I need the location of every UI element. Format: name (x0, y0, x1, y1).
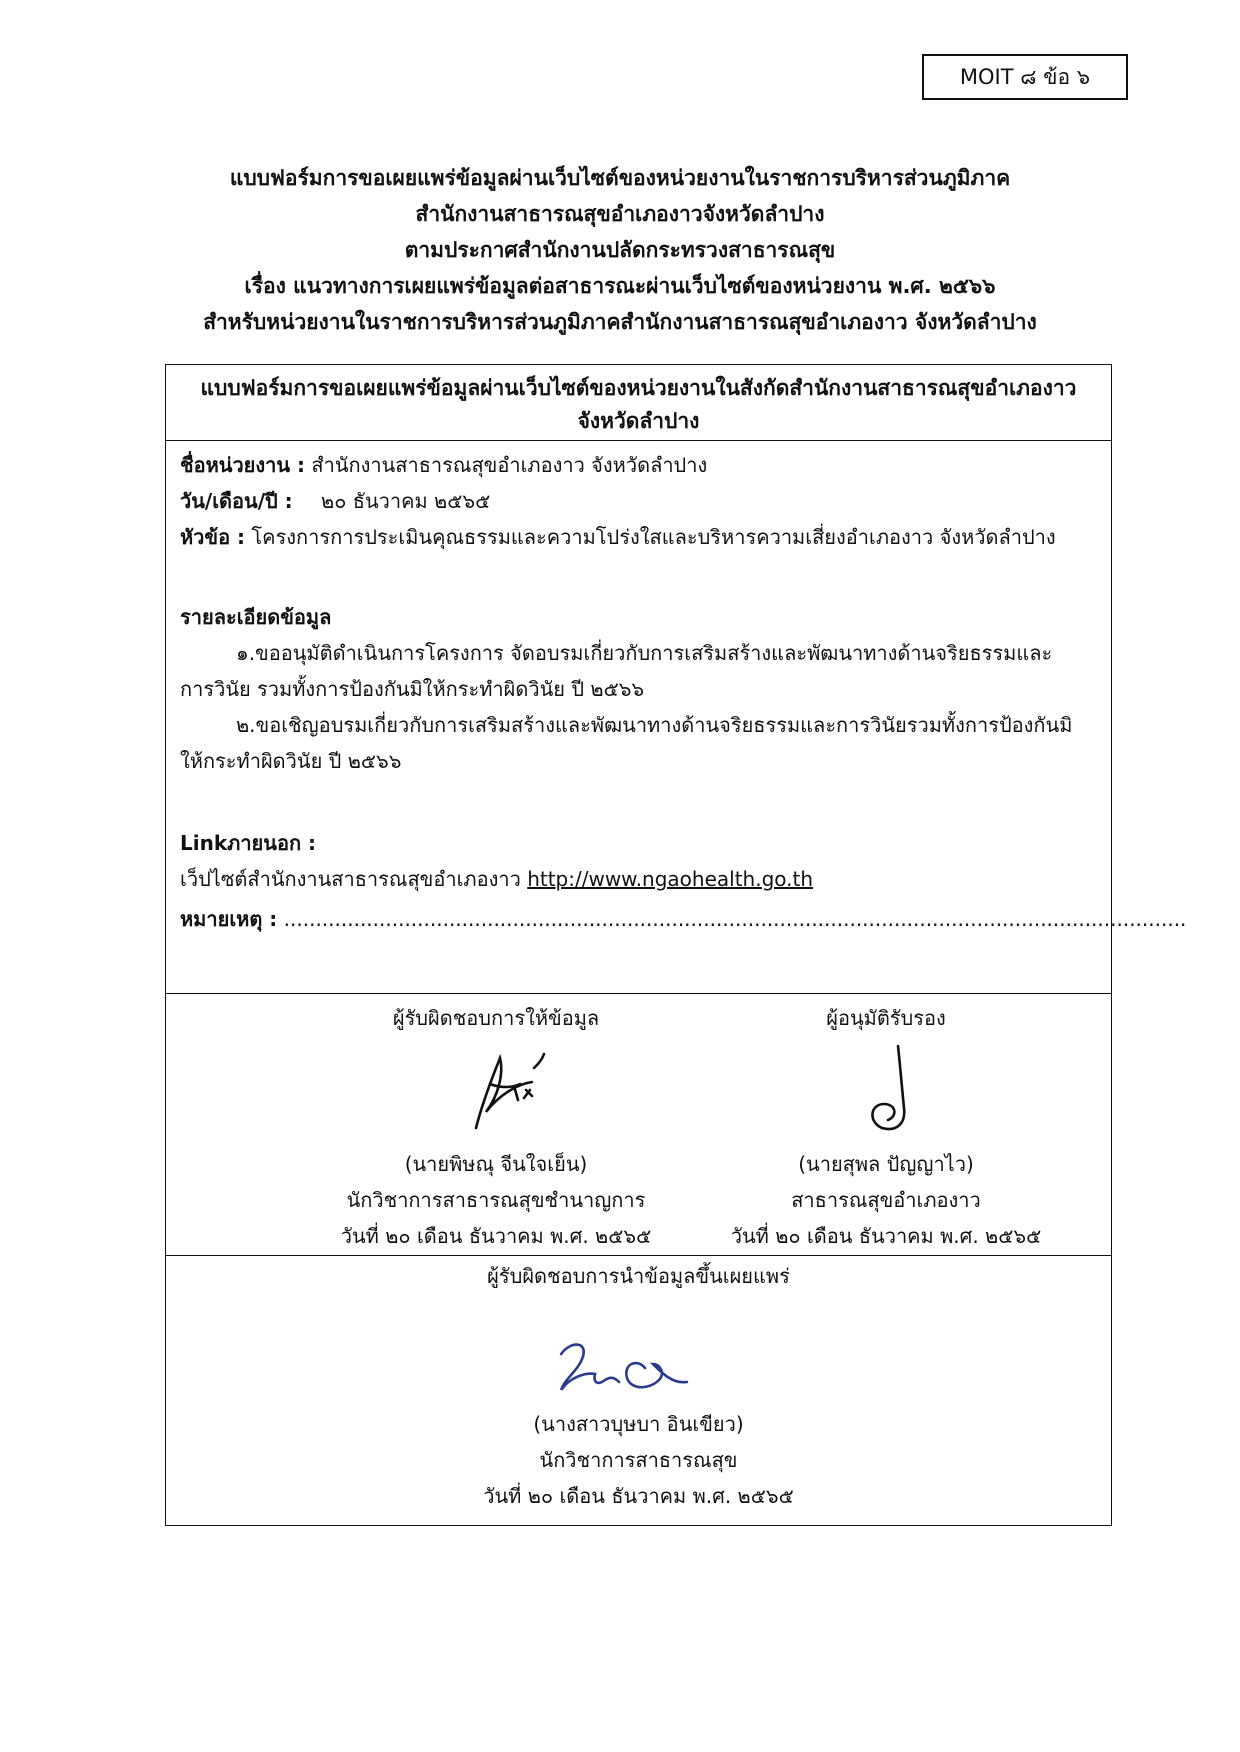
unit-label: ชื่อหน่วยงาน : (180, 453, 306, 477)
unit-row (180, 447, 1097, 483)
provider-label: ผู้รับผิดชอบการให้ข้อมูล (392, 1006, 600, 1030)
website-link[interactable]: http://www.ngaohealth.go.th (527, 867, 814, 891)
header-line: เรื่อง แนวทางการเผยแพร่ข้อมูลต่อสาธารณะผ่านเว็บไซต์ของหน่วยงาน พ.ศ. ๒๕๖๖ (244, 274, 996, 298)
date-row (180, 483, 1097, 519)
detail-item-1-line-2: การวินัย รวมทั้งการป้องกันมิให้กระทำผิดวินัย ปี ๒๕๖๖ (180, 677, 645, 701)
approver-signature (676, 1044, 1096, 1134)
header-line: แบบฟอร์มการขอเผยแพร่ข้อมูลผ่านเว็บไซต์ของหน่วยงานในราชการบริหารส่วนภูมิภาค (229, 166, 1011, 190)
detail-item-2-line-1: ๒.ขอเชิญอบรมเกี่ยวกับการเสริมสร้างและพัฒนาทางด้านจริยธรรมและการวินัยรวมทั้งการป้องกันมิ (236, 713, 1073, 737)
link-label: Linkภายนอก : (180, 831, 317, 855)
publisher-label: ผู้รับผิดชอบการนำข้อมูลขึ้นเผยแพร่ (487, 1264, 790, 1288)
unit-value: สำนักงานสาธารณสุขอำเภองาว จังหวัดลำปาง (311, 453, 708, 477)
publisher-signature (166, 1334, 1111, 1414)
details-label: รายละเอียดข้อมูล (180, 605, 332, 629)
topic-value: โครงการการประเมินคุณธรรมและความโปร่งใสและบริหารความเสี่ยงอำเภองาว จังหวัดลำปาง (251, 525, 1056, 549)
approval-section (166, 994, 1111, 1256)
document-code-box (922, 54, 1128, 100)
remark-label: หมายเหตุ : (180, 907, 278, 931)
form-title-line: แบบฟอร์มการขอเผยแพร่ข้อมูลผ่านเว็บไซต์ของหน่วยงานในสังกัดสำนักงานสาธารณสุขอำเภองาว (200, 376, 1077, 400)
date-label: วัน/เดือน/ปี : (180, 489, 293, 513)
remark-value: .............................................................................................................................................. (283, 907, 1187, 931)
form-title-line: จังหวัดลำปาง (577, 409, 700, 433)
topic-row (180, 519, 1097, 555)
provider-signature (286, 1044, 706, 1134)
link-prefix: เว็ปไซต์สำนักงานสาธารณสุขอำเภองาว (180, 867, 521, 891)
header-line: สำหรับหน่วยงานในราชการบริหารส่วนภูมิภาคสำนักงานสาธารณสุขอำเภองาว จังหวัดลำปาง (203, 310, 1037, 334)
date-value: ๒๐ ธันวาคม ๒๕๖๕ (321, 489, 491, 513)
topic-label: หัวข้อ : (180, 525, 246, 549)
provider-name: (นายพิษณุ จีนใจเย็น) (404, 1152, 588, 1176)
approver-date: วันที่ ๒๐ เดือน ธันวาคม พ.ศ. ๒๕๖๕ (730, 1224, 1042, 1248)
form-details-section (166, 441, 1187, 994)
approver-name: (นายสุพล ปัญญาไว) (798, 1152, 974, 1176)
link-row (180, 861, 1097, 897)
approver-position: สาธารณสุขอำเภองาว (791, 1188, 981, 1212)
detail-item-2-line-2: ให้กระทำผิดวินัย ปี ๒๕๖๖ (180, 749, 402, 773)
header-line: สำนักงานสาธารณสุขอำเภองาวจังหวัดลำปาง (415, 202, 825, 226)
header-line: ตามประกาศสำนักงานปลัดกระทรวงสาธารณสุข (404, 238, 836, 262)
provider-date: วันที่ ๒๐ เดือน ธันวาคม พ.ศ. ๒๕๖๕ (340, 1224, 652, 1248)
publisher-position: นักวิชาการสาธารณสุข (539, 1448, 738, 1472)
document-code: MOIT ๘ ข้อ ๖ (959, 64, 1091, 89)
publication-form (165, 364, 1187, 1526)
publisher-date: วันที่ ๒๐ เดือน ธันวาคม พ.ศ. ๒๕๖๕ (483, 1484, 794, 1508)
publisher-section (166, 1256, 1111, 1523)
provider-position: นักวิชาการสาธารณสุขชำนาญการ (346, 1188, 646, 1212)
approver-label: ผู้อนุมัติรับรอง (826, 1006, 946, 1030)
publisher-name: (นางสาวบุษบา อินเขียว) (533, 1412, 744, 1436)
remark-row (180, 901, 1187, 937)
form-title (166, 365, 1111, 441)
document-header (120, 160, 1120, 340)
detail-item-1-line-1: ๑.ขออนุมัติดำเนินการโครงการ จัดอบรมเกี่ยวกับการเสริมสร้างและพัฒนาทางด้านจริยธรรมและ (236, 641, 1053, 665)
